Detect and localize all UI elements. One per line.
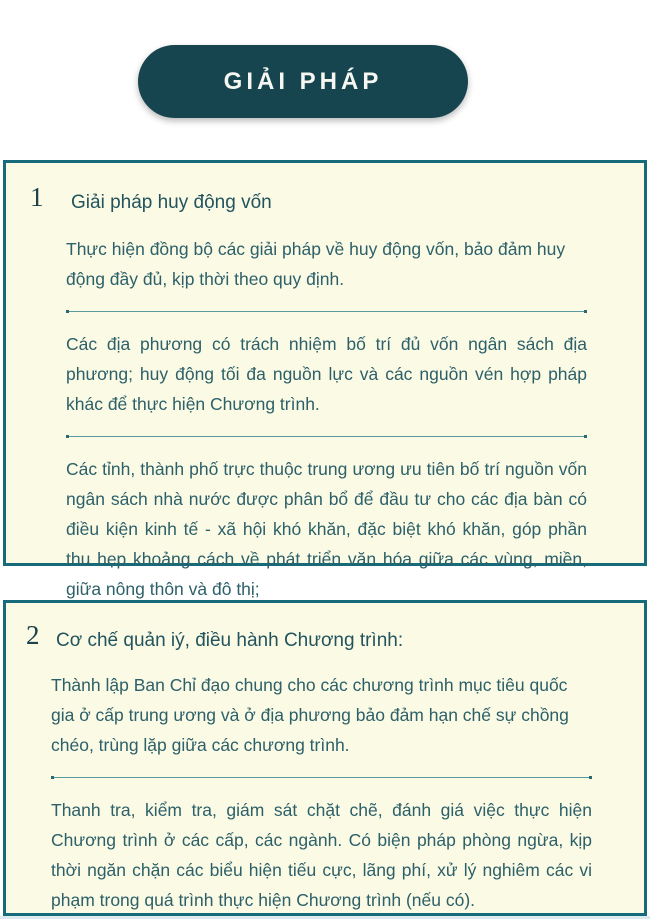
section-2-heading: Cơ chế quản iý, điều hành Chương trình: (56, 630, 404, 651)
section-2-header (6, 603, 644, 656)
section-divider (51, 777, 592, 778)
section-1-paragraph: Các địa phương có trách nhiệm bố trí đủ vốn ngân sách địa phương; huy động tối đa nguồn lực và các nguồn vén hợp pháp khác để thực hiện Chương trình. (66, 334, 587, 414)
section-2-paragraph: Thanh tra, kiểm tra, giám sát chặt chẽ, đánh giá việc thực hiện Chương trình ở các cấp, các ngành. Có biện pháp phòng ngừa, kịp thời ngăn chặn các biểu hiện tiếu cực, lãng phí, xử lý nghiêm các vi phạm trong quá trình thực hiện Chương trình (nếu có). (51, 800, 592, 910)
section-1-card (3, 160, 647, 599)
page-title (138, 45, 468, 118)
section-1-paragraph: Thực hiện đồng bộ các giải pháp về huy động vốn, bảo đảm huy động đầy đủ, kịp thời theo quy định. (66, 239, 566, 289)
section-1-number: 1 (30, 182, 44, 212)
section-2-card (3, 600, 647, 916)
section-2-paragraph: Thành lập Ban Chỉ đạo chung cho các chương trình mục tiêu quốc gia ở cấp trung ương và ở địa phương bảo đảm hạn chế sự chồng chéo, trùng lặp giữa các chương trình. (51, 675, 569, 755)
section-2-number: 2 (26, 620, 40, 650)
section-1-header (6, 163, 644, 218)
section-divider (66, 311, 587, 312)
section-1-heading: Giải pháp huy động vốn (71, 192, 272, 213)
section-divider (66, 436, 587, 437)
page-title-label: GIẢI PHÁP (223, 67, 383, 95)
section-1-paragraph: Các tỉnh, thành phố trực thuộc trung ương ưu tiên bố trí nguồn vốn ngân sách nhà nước được phân bổ để đầu tư cho các địa bàn có điều kiện kinh tế - xã hội khó khăn, đặc biệt khó khăn, góp phần thu hẹp khoảng cách về phát triển văn hóa giữa các vùng, miền, giữa nông thôn và đô thị; (66, 459, 587, 599)
